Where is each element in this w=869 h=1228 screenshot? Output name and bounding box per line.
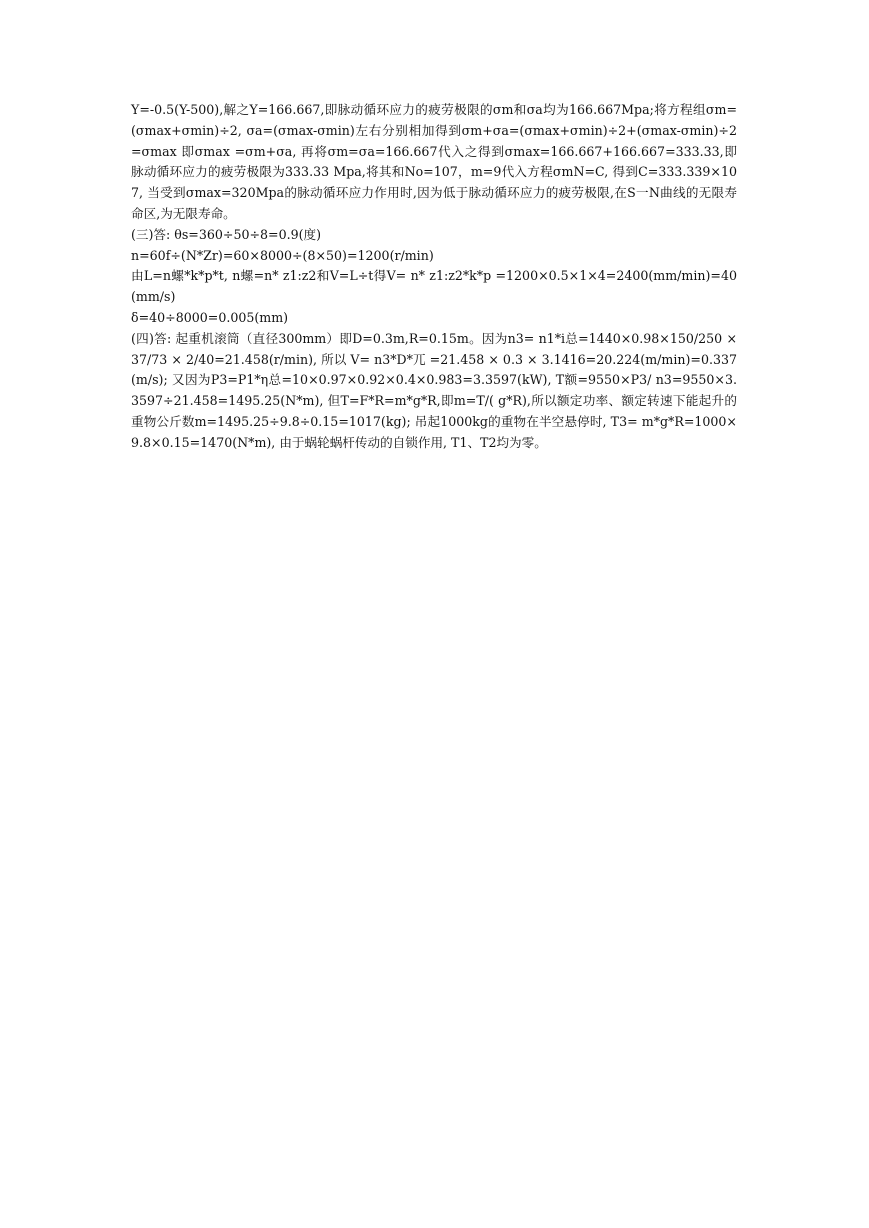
paragraph-speed-calculation: n=60f÷(N*Zr)=60×8000÷(8×50)=1200(r/min) (131, 247, 434, 263)
paragraph-step-distance: δ=40÷8000=0.005(mm) (131, 309, 289, 325)
paragraph-screw-velocity: 由L=n螺*k*p*t, n螺=n* z1:z2和V=L÷t得V= n* z1:z2*k*p =1200×0.5×1×4=2400(mm/min)=40(mm/s) (131, 268, 737, 305)
paragraph-fatigue-limit: Y=-0.5(Y-500),解之Y=166.667,即脉动循环应力的疲劳极限的σm和σa均为166.667Mpa;将方程组σm=(σmax+σmin)÷2, σa=(σmax-σmin)左右分别相加得到σm+σa=(σmax+σmin)÷2+(σmax-σmin)÷2=σmax 即σmax =σm+σa, 再将σm=σa=166.667代入之得到σmax=166.667+166.667=333.33,即脉动循环应力的疲劳极限为333.33 Mpa,将其和No=107，m=9代入方程σmN=C, 得到C=333.339×107, 当受到σmax=320Mpa的脉动循环应力作用时,因为低于脉动循环应力的疲劳极限,在S一N曲线的无限寿命区,为无限寿命。 (131, 102, 737, 221)
paragraph-answer-four: (四)答: 起重机滚筒（直径300mm）即D=0.3m,R=0.15m。因为n3= n1*i总=1440×0.98×150/250 × 37/73 × 2/40=21.458(r/min), 所以 V= n3*D*兀 =21.458 × 0.3 × 3.1416=20.224(m/min)=0.337(m/s); 又因为P3=P1*η总=10×0.97×0.92×0.4×0.983=3.3597(kW), T额=9550×P3/ n3=9550×3.3597÷21.458=1495.25(N*m), 但T=F*R=m*g*R,即m=T/( g*R),所以额定功率、额定转速下能起升的重物公斤数m=1495.25÷9.8÷0.15=1017(kg); 吊起1000kg的重物在半空悬停时, T3= m*g*R=1000×9.8×0.15=1470(N*m), 由于蜗轮蜗杆传动的自锁作用, T1、T2均为零。 (131, 330, 737, 450)
document-body (131, 100, 737, 454)
paragraph-answer-three: (三)答: θs=360÷50÷8=0.9(度) (131, 226, 322, 242)
